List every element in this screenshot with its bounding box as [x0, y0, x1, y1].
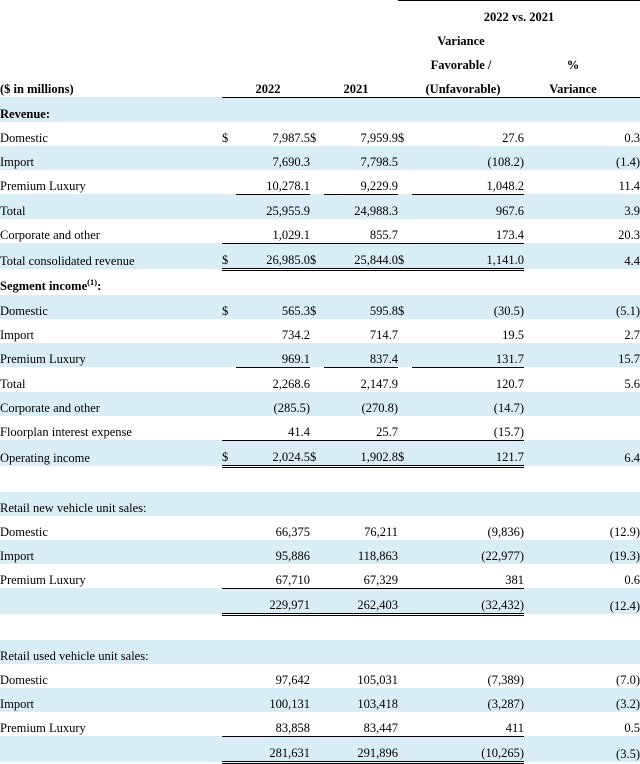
- row-label: Import: [0, 154, 35, 169]
- value-2021: 7,959.9: [360, 130, 398, 145]
- value-variance: 967.6: [495, 203, 524, 218]
- section-title-segment-income: [0, 269, 222, 295]
- table-row: [0, 712, 640, 737]
- table-row: [0, 319, 640, 343]
- value-2021: 837.4: [324, 343, 398, 368]
- value-2021: 291,896: [324, 736, 398, 762]
- currency-symbol: $: [398, 440, 412, 466]
- currency-symbol: [398, 516, 412, 540]
- section-title-segment-income-row: [0, 269, 640, 295]
- value-2021: 595.8: [369, 303, 398, 318]
- section-title-revenue-row: [0, 97, 640, 122]
- row-label: Premium Luxury: [0, 352, 86, 366]
- header-variance-line1: Variance: [437, 33, 485, 48]
- currency-symbol: [222, 736, 236, 762]
- row-label: Premium Luxury: [0, 179, 86, 193]
- section-title-retail-new-row: [0, 492, 640, 516]
- value-2021: 9,229.9: [324, 170, 398, 195]
- value-variance: 27.6: [502, 130, 524, 145]
- currency-symbol: [398, 416, 412, 441]
- value-2021: 714.7: [369, 327, 398, 342]
- table-row: [0, 219, 640, 244]
- value-pct-variance: (19.3): [609, 548, 640, 563]
- currency-symbol: [398, 367, 412, 392]
- header-units-label: ($ in millions): [0, 82, 74, 96]
- value-variance: (9,836): [487, 524, 524, 539]
- header-row-1: [0, 25, 640, 49]
- value-pct-variance: 0.6: [624, 573, 640, 587]
- currency-symbol: [398, 170, 412, 195]
- currency-symbol: [398, 664, 412, 688]
- currency-symbol: [222, 367, 236, 392]
- currency-symbol: [222, 540, 236, 564]
- value-2022: 67,710: [236, 564, 310, 589]
- header-col-2022: 2022: [236, 73, 310, 98]
- value-2022: 969.1: [236, 343, 310, 368]
- value-2021: 7,798.5: [360, 154, 398, 169]
- value-variance: (22,977): [481, 548, 524, 563]
- table-row: [0, 588, 640, 614]
- currency-symbol: [310, 564, 324, 589]
- header-row-2: [0, 49, 640, 73]
- value-variance: 121.7: [412, 440, 524, 466]
- value-variance: (14.7): [493, 400, 524, 415]
- value-pct-variance: 6.4: [624, 451, 640, 465]
- table-row: [0, 564, 640, 589]
- segment-income-colon: :: [97, 279, 102, 294]
- currency-symbol: [310, 540, 324, 564]
- value-pct-variance: (3.5): [616, 747, 640, 761]
- currency-symbol: [310, 736, 324, 762]
- spacer-row: [0, 466, 640, 492]
- row-label: Import: [0, 696, 35, 711]
- currency-symbol: [222, 319, 236, 343]
- currency-symbol: $: [222, 303, 229, 318]
- currency-symbol: [398, 194, 412, 219]
- value-2021: 262,403: [324, 588, 398, 614]
- value-2021: 1,902.8: [324, 440, 398, 466]
- value-2022: 734.2: [281, 327, 310, 342]
- currency-symbol: [398, 540, 412, 564]
- value-2021: (270.8): [361, 400, 398, 415]
- currency-symbol: [222, 564, 236, 589]
- value-pct-variance: (12.4): [609, 599, 640, 613]
- currency-symbol: [222, 146, 236, 170]
- value-2022: 95,886: [275, 548, 310, 563]
- currency-symbol: [310, 194, 324, 219]
- value-variance: (30.5): [493, 303, 524, 318]
- currency-symbol: [398, 392, 412, 416]
- currency-symbol: [310, 688, 324, 712]
- value-pct-variance: 3.9: [624, 203, 640, 218]
- table-row: [0, 295, 640, 319]
- value-2021: 67,329: [324, 564, 398, 589]
- value-2022: 10,278.1: [236, 170, 310, 195]
- currency-symbol: [398, 736, 412, 762]
- row-label: Total consolidated revenue: [0, 254, 135, 268]
- value-2022: 7,987.5: [272, 130, 310, 145]
- table-row: [0, 440, 640, 466]
- currency-symbol: [310, 343, 324, 368]
- currency-symbol: [398, 343, 412, 368]
- currency-symbol: $: [310, 440, 324, 466]
- value-2021: 83,447: [324, 712, 398, 737]
- value-variance: 131.7: [412, 343, 524, 368]
- currency-symbol: $: [398, 243, 412, 269]
- value-2022: (285.5): [273, 400, 310, 415]
- header-col-2021: 2021: [324, 73, 398, 98]
- currency-symbol: [222, 194, 236, 219]
- row-label: Import: [0, 327, 35, 342]
- value-2022: 229,971: [236, 588, 310, 614]
- currency-symbol: [222, 343, 236, 368]
- currency-symbol: [398, 319, 412, 343]
- currency-symbol: $: [222, 440, 236, 466]
- value-2022: 2,024.5: [236, 440, 310, 466]
- value-2021: 2,147.9: [360, 376, 398, 391]
- row-label: [0, 588, 222, 614]
- value-2022: 26,985.0: [236, 243, 310, 269]
- value-variance: 411: [412, 712, 524, 737]
- value-variance: 1,141.0: [412, 243, 524, 269]
- segment-income-text: Segment income: [0, 279, 88, 294]
- header-variance-line2: Favorable /: [430, 57, 492, 72]
- value-2021: 118,863: [357, 548, 398, 563]
- table-row: [0, 194, 640, 219]
- section-title-retail-new: Retail new vehicle unit sales:: [0, 500, 147, 515]
- row-label: Total: [0, 376, 26, 391]
- header-row-3: [0, 73, 640, 98]
- currency-symbol: [222, 588, 236, 614]
- value-variance: (3,287): [487, 696, 524, 711]
- value-pct-variance: 11.4: [618, 179, 640, 193]
- value-pct-variance: (7.0): [616, 672, 640, 687]
- currency-symbol: [310, 219, 324, 244]
- footnote-marker: (1): [87, 277, 98, 288]
- currency-symbol: [310, 319, 324, 343]
- table-row: [0, 736, 640, 762]
- currency-symbol: [310, 588, 324, 614]
- value-2022: 83,858: [236, 712, 310, 737]
- row-label: Import: [0, 548, 35, 563]
- table-row: [0, 416, 640, 441]
- row-label: Corporate and other: [0, 228, 100, 242]
- row-label: Operating income: [0, 451, 90, 465]
- value-pct-variance: (12.9): [609, 524, 640, 539]
- value-2021: 76,211: [364, 524, 398, 539]
- table-row: [0, 243, 640, 269]
- value-2022: 2,268.6: [272, 376, 310, 391]
- currency-symbol: $: [310, 303, 317, 318]
- currency-symbol: [310, 664, 324, 688]
- value-pct-variance: 0.3: [624, 130, 640, 145]
- currency-symbol: $: [398, 130, 405, 145]
- value-2022: 565.3: [281, 303, 310, 318]
- currency-symbol: [310, 416, 324, 441]
- row-label: Corporate and other: [0, 400, 100, 415]
- header-pct-line2: Variance: [524, 73, 640, 98]
- value-2021: 103,418: [357, 696, 398, 711]
- row-label: Premium Luxury: [0, 573, 86, 587]
- currency-symbol: [222, 688, 236, 712]
- currency-symbol: $: [222, 243, 236, 269]
- value-pct-variance: [524, 416, 640, 441]
- row-label: [0, 736, 222, 762]
- value-2021: 855.7: [324, 219, 398, 244]
- value-pct-variance: (5.1): [616, 303, 640, 318]
- value-pct-variance: (3.2): [616, 696, 640, 711]
- currency-symbol: [222, 170, 236, 195]
- currency-symbol: $: [310, 243, 324, 269]
- section-title-retail-used-row: [0, 640, 640, 664]
- row-label: Domestic: [0, 303, 48, 318]
- spacer-row: [0, 614, 640, 640]
- value-2022: 281,631: [236, 736, 310, 762]
- currency-symbol: [222, 392, 236, 416]
- table-row: [0, 170, 640, 195]
- value-pct-variance: 20.3: [618, 228, 640, 242]
- value-2022: 25,955.9: [266, 203, 310, 218]
- currency-symbol: [310, 367, 324, 392]
- currency-symbol: [398, 688, 412, 712]
- table-row: [0, 540, 640, 564]
- value-variance: (108.2): [487, 154, 524, 169]
- value-2021: 24,988.3: [354, 203, 398, 218]
- value-pct-variance: [524, 392, 640, 416]
- value-variance: 120.7: [495, 376, 524, 391]
- value-pct-variance: 4.4: [624, 254, 640, 268]
- value-2021: 105,031: [357, 672, 398, 687]
- value-variance: 1,048.2: [412, 170, 524, 195]
- value-2022: 100,131: [269, 696, 310, 711]
- header-variance-group-label: 2022 vs. 2021: [398, 1, 640, 25]
- value-variance: (7,389): [487, 672, 524, 687]
- value-variance: 381: [412, 564, 524, 589]
- currency-symbol: [222, 712, 236, 737]
- value-2022: 1,029.1: [236, 219, 310, 244]
- value-2022: 97,642: [275, 672, 310, 687]
- value-pct-variance: 0.5: [624, 721, 640, 735]
- table-row: [0, 343, 640, 368]
- header-variance-line3: (Unfavorable): [412, 73, 524, 98]
- currency-symbol: $: [398, 303, 405, 318]
- currency-symbol: [222, 516, 236, 540]
- currency-symbol: $: [310, 130, 317, 145]
- row-label: Premium Luxury: [0, 721, 86, 735]
- currency-symbol: [310, 170, 324, 195]
- value-2021: 25,844.0: [324, 243, 398, 269]
- value-pct-variance: 15.7: [618, 352, 640, 366]
- currency-symbol: [222, 664, 236, 688]
- value-variance: (10,265): [412, 736, 524, 762]
- currency-symbol: [310, 516, 324, 540]
- currency-symbol: [310, 712, 324, 737]
- header-pct-line1: %: [566, 57, 580, 72]
- table-row: [0, 516, 640, 540]
- currency-symbol: [398, 588, 412, 614]
- table-row: [0, 392, 640, 416]
- value-2021: 25.7: [324, 416, 398, 441]
- currency-symbol: [222, 416, 236, 441]
- table-row: [0, 122, 640, 146]
- value-2022: 41.4: [236, 416, 310, 441]
- value-variance: (32,432): [412, 588, 524, 614]
- row-label: Domestic: [0, 130, 48, 145]
- currency-symbol: [398, 146, 412, 170]
- currency-symbol: [310, 392, 324, 416]
- currency-symbol: [398, 712, 412, 737]
- value-variance: (15.7): [412, 416, 524, 441]
- table-row: [0, 146, 640, 170]
- row-label: Total: [0, 203, 26, 218]
- section-title-revenue: Revenue:: [0, 106, 50, 121]
- table-row: [0, 664, 640, 688]
- table-row: [0, 688, 640, 712]
- currency-symbol: [222, 219, 236, 244]
- currency-symbol: [310, 146, 324, 170]
- header-span-row: [0, 1, 640, 25]
- value-2022: 7,690.3: [272, 154, 310, 169]
- value-pct-variance: (1.4): [616, 154, 640, 169]
- currency-symbol: [398, 219, 412, 244]
- value-pct-variance: 2.7: [624, 327, 640, 342]
- table-row: [0, 367, 640, 392]
- value-2022: 66,375: [275, 524, 310, 539]
- row-label: Floorplan interest expense: [0, 425, 132, 439]
- value-variance: 173.4: [412, 219, 524, 244]
- row-label: Domestic: [0, 524, 48, 539]
- currency-symbol: $: [222, 130, 229, 145]
- row-label: Domestic: [0, 672, 48, 687]
- value-pct-variance: 5.6: [624, 376, 640, 391]
- value-variance: 19.5: [502, 327, 524, 342]
- currency-symbol: [398, 564, 412, 589]
- section-title-retail-used: Retail used vehicle unit sales:: [0, 648, 149, 663]
